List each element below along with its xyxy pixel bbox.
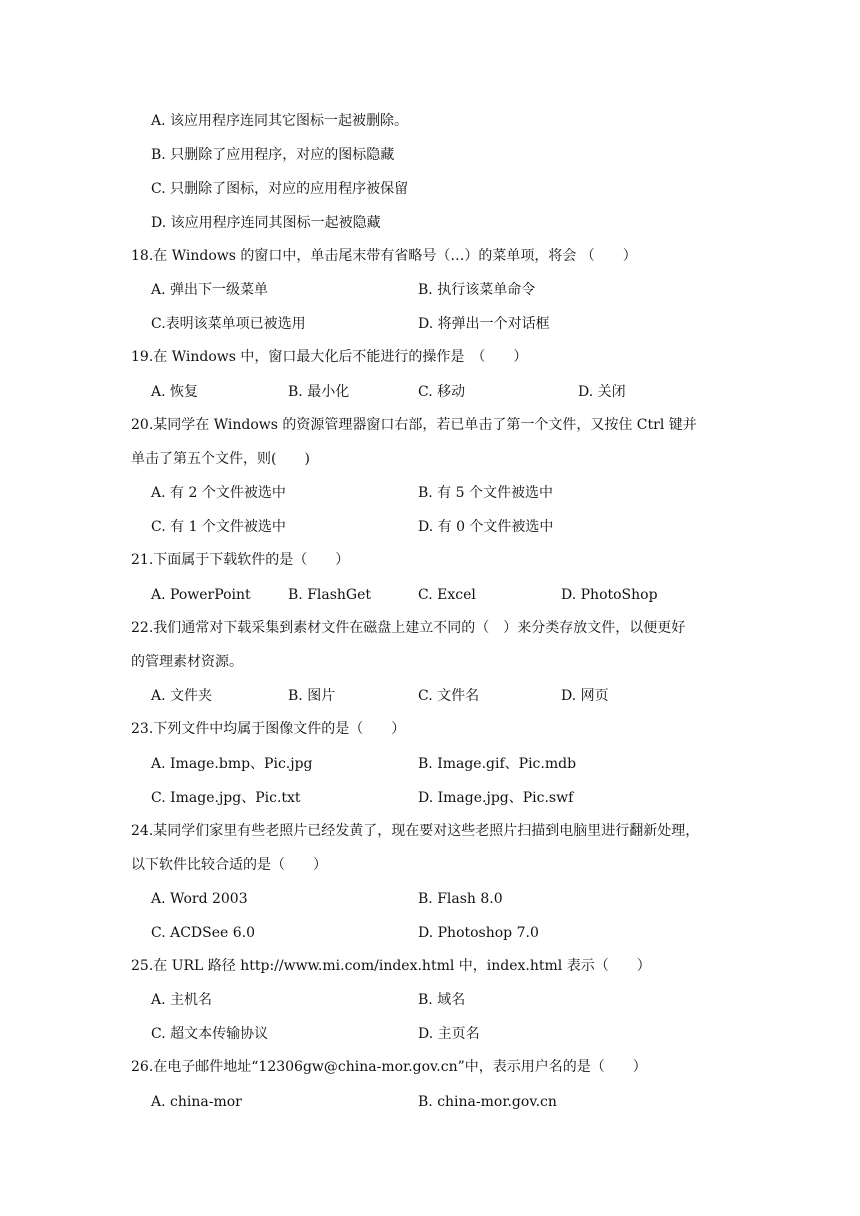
- question-25: 25.在 URL 路径 http://www.mi.com/index.html 中，index.html 表示（ ）: [131, 958, 651, 974]
- option-text: A. 该应用程序连同其它图标一起被删除。: [151, 113, 409, 129]
- option-text: C. 移动: [418, 384, 466, 400]
- option-text: B. Flash 8.0: [418, 891, 503, 907]
- option-text: A. 弹出下一级菜单: [151, 282, 269, 298]
- option-text: A. 主机名: [151, 992, 213, 1008]
- option-text: B. Image.gif、Pic.mdb: [418, 756, 577, 772]
- option-text: D. 将弹出一个对话框: [418, 316, 550, 332]
- option-text: D. 关闭: [578, 384, 626, 400]
- option-text: C. 有 1 个文件被选中: [151, 519, 286, 535]
- option-text: D. Image.jpg、Pic.swf: [418, 790, 574, 806]
- option-text: B. 最小化: [288, 384, 350, 400]
- option-text: A. Image.bmp、Pic.jpg: [151, 756, 313, 772]
- option-text: B. 执行该菜单命令: [418, 282, 536, 298]
- option-text: C.表明该菜单项已被选用: [151, 316, 306, 332]
- option-text: B. FlashGet: [288, 587, 372, 603]
- question-20-cont: 单击了第五个文件，则( ): [131, 451, 310, 467]
- question-21: 21.下面属于下载软件的是（ ）: [131, 552, 350, 568]
- option-text: D. Photoshop 7.0: [418, 925, 539, 941]
- option-text: A. 有 2 个文件被选中: [151, 485, 286, 501]
- option-text: B. 只删除了应用程序，对应的图标隐藏: [151, 147, 395, 163]
- option-text: A. china-mor: [151, 1094, 242, 1110]
- option-text: C. 文件名: [418, 688, 480, 704]
- question-22-cont: 的管理素材资源。: [131, 654, 243, 670]
- option-text: C. 只删除了图标，对应的应用程序被保留: [151, 181, 409, 197]
- option-text: B. 有 5 个文件被选中: [418, 485, 553, 501]
- option-text: D. PhotoShop: [561, 587, 658, 603]
- question-23: 23.下列文件中均属于图像文件的是（ ）: [131, 721, 406, 737]
- option-text: C. Excel: [418, 587, 476, 603]
- question-20: 20.某同学在 Windows 的资源管理器窗口右部，若已单击了第一个文件，又按住 Ctrl 键并: [131, 417, 697, 433]
- question-18: 18.在 Windows 的窗口中，单击尾末带有省略号（…）的菜单项，将会 （ ）: [131, 248, 637, 264]
- option-text: C. ACDSee 6.0: [151, 925, 256, 941]
- question-19: 19.在 Windows 中，窗口最大化后不能进行的操作是 （ ）: [131, 349, 528, 365]
- option-text: D. 主页名: [418, 1026, 480, 1042]
- option-text: B. 域名: [418, 992, 466, 1008]
- option-text: B. china-mor.gov.cn: [418, 1094, 557, 1110]
- question-24-cont: 以下软件比较合适的是（ ）: [131, 857, 327, 873]
- option-text: A. PowerPoint: [151, 587, 251, 603]
- option-text: D. 该应用程序连同其图标一起被隐藏: [151, 215, 381, 231]
- option-text: C. Image.jpg、Pic.txt: [151, 790, 301, 806]
- option-text: A. 文件夹: [151, 688, 213, 704]
- question-24: 24.某同学们家里有些老照片已经发黄了，现在要对这些老照片扫描到电脑里进行翻新处理，: [131, 823, 700, 839]
- option-text: A. 恢复: [151, 384, 199, 400]
- option-text: B. 图片: [288, 688, 336, 704]
- question-26: 26.在电子邮件地址“12306gw@china-mor.gov.cn”中，表示用户名的是（ ）: [131, 1059, 647, 1075]
- option-text: C. 超文本传输协议: [151, 1026, 269, 1042]
- question-22: 22.我们通常对下载采集到素材文件在磁盘上建立不同的（ ）来分类存放文件，以便更好: [131, 620, 686, 636]
- option-text: D. 有 0 个文件被选中: [418, 519, 554, 535]
- option-text: A. Word 2003: [151, 891, 248, 907]
- option-text: D. 网页: [561, 688, 609, 704]
